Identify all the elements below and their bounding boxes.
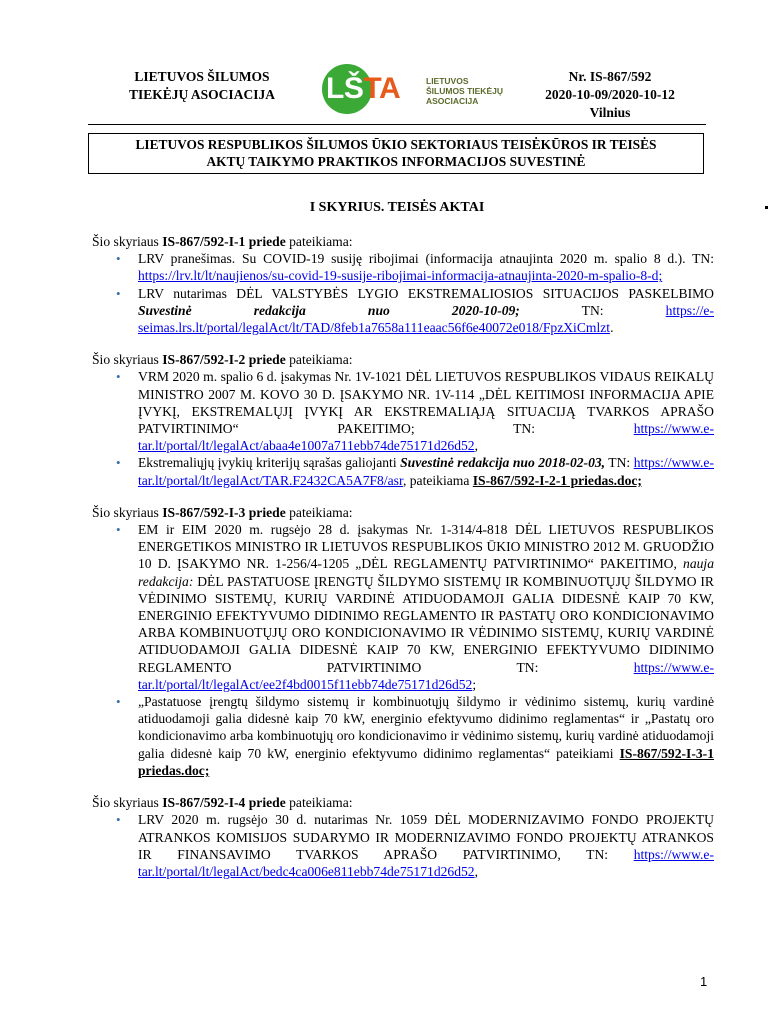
item-text: EM ir EIM 2020 m. rugsėjo 28 d. įsakymas Nr. 1-314/4-818 DĖL LIETUVOS RESPUBLIKOS ENERGETIKOS MINISTRO IR LIETUVOS RESPUBLIKOS ŪKIO MINISTRO 2012 M. GRUODŽIO 10 D. ĮSAKYMO NR. 1-256/4-1205 „DĖL REGLAMENTŲ PATVIRTINIMO“ PAKEITIMO, [138, 522, 714, 572]
item-text: LRV pranešimas. Su COVID-19 susiję ribojimai (informacija atnaujinta 2020 m. spalio 8 d.). TN: [138, 251, 714, 267]
section-intro [92, 233, 714, 250]
item-text: Ekstremaliųjų įvykių kriterijų sąrašas galiojanti [138, 455, 401, 471]
item-link[interactable]: https://www.e-tar.lt/portal/lt/legalAct/abaa4e1007a711ebb74de75171d26d52 [138, 421, 714, 454]
section-intro-suffix: pateikiama: [285, 234, 353, 249]
document-body [92, 233, 714, 895]
section-intro-suffix: pateikiama: [285, 795, 353, 811]
item-text: , pateikiama [402, 472, 473, 488]
section-i-1 [92, 233, 714, 336]
organization-name-line1: LIETUVOS ŠILUMOS [134, 69, 270, 84]
bullet-icon: • [116, 694, 121, 710]
document-title-line2: AKTŲ TAIKYMO PRAKTIKOS INFORMACIJOS SUVESTINĖ [206, 154, 586, 169]
page-number: 1 [700, 974, 708, 989]
bullet-icon: • [116, 285, 121, 301]
logo-subtitle-line1: LIETUVOS [426, 76, 469, 86]
item-note: nauja redakcija: [138, 556, 714, 589]
item-edition: Suvestinė redakcija nuo 2018-02-03, [400, 455, 606, 471]
bullet-icon: • [116, 812, 121, 828]
item-text: DĖL PASTATUOSE ĮRENGTŲ ŠILDYMO SISTEMŲ IR KOMBINUOTŲJŲ ŠILDYMO IR VĖDINIMO SISTEMŲ, KURIŲ VARDINĖ ATIDUODAMOJI GALIA DIDESNĖ KAIP 70 KW, ENERGINIO EFEKTYVUMO DIDINIMO REGLAMENTO IR PASTATŲ ORO KONDICIONAVIMO ARBA KOMBINUOTŲJŲ ORO KONDICIONAVIMO IR VĖDINIMO SISTEMŲ, KURIŲ VARDINĖ ATIDUODAMOJI GALIA DIDESNĖ KAIP 70 KW, ENERGINIO EFEKTYVUMO DIDINIMO REGLAMENTO PATVIRTINIMO TN: [138, 573, 714, 675]
item-text: TN: [519, 302, 666, 318]
section-annex-ref: IS-867/592-I-1 priede [162, 234, 286, 249]
list-item [92, 693, 714, 779]
section-list [92, 521, 714, 779]
list-item [92, 521, 714, 693]
section-intro-text: Šio skyriaus [92, 795, 163, 811]
organization-name [104, 68, 300, 104]
logo-wordmark-main: LŠ [326, 72, 364, 105]
section-i-4 [92, 794, 714, 880]
chapter-heading: I SKYRIUS. TEISĖS AKTAI [309, 200, 485, 215]
organization-name-line2: TIEKĖJŲ ASOCIACIJA [129, 87, 275, 102]
logo-wordmark [326, 72, 400, 106]
item-punct: , [474, 438, 479, 454]
section-annex-ref: IS-867/592-I-2 priede [162, 352, 286, 368]
section-list [92, 368, 714, 488]
bullet-icon: • [116, 369, 121, 385]
item-text: „Pastatuose įrengtų šildymo sistemų ir kombinuotųjų šildymo ir vėdinimo sistemų, kurių vardinė atiduodamoji galia didesnė kaip 70 kW, energinio efektyvumo didinimo reglamentas“ ir „Pastatų oro kondicionavimo arba kombinuotųjų oro kondicionavimo ir vėdinimo sistemų, kurių vardinė atiduodamoji galia didesnė kaip 70 kW, energinio efektyvumo didinimo reglamentas“ pateikiami [138, 694, 714, 761]
section-annex-ref: IS-867/592-I-4 priede [162, 795, 286, 811]
list-item [92, 811, 714, 880]
list-item [92, 250, 714, 284]
section-intro-suffix: pateikiama: [285, 504, 353, 520]
document-title-line1: LIETUVOS RESPUBLIKOS ŠILUMOS ŪKIO SEKTORIAUS TEISĖKŪROS IR TEISĖS [135, 137, 657, 152]
item-edition: Suvestinė redakcija nuo 2020-10-09; [138, 302, 520, 318]
document-number: Nr. IS-867/592 [568, 69, 652, 84]
list-item [92, 368, 714, 454]
section-intro-text: Šio skyriaus [92, 504, 163, 520]
section-intro-suffix: pateikiama: [285, 352, 353, 368]
section-intro [92, 351, 714, 368]
document-city: Vilnius [589, 105, 631, 120]
section-intro-text: Šio skyriaus [92, 352, 163, 368]
section-intro [92, 504, 714, 521]
item-link[interactable]: https://lrv.lt/lt/naujienos/su-covid-19-susije-ribojimai-informacija-atnaujinta-2020-m-spalio-8-d; [138, 268, 663, 284]
section-i-3 [92, 504, 714, 779]
logo-wordmark-accent: TA [363, 72, 401, 105]
section-list [92, 250, 714, 336]
item-text: VRM 2020 m. spalio 6 d. įsakymas Nr. 1V-1021 DĖL LIETUVOS RESPUBLIKOS VIDAUS REIKALŲ MINISTRO 2007 M. KOVO 30 D. ĮSAKYMO NR. 1V-114 „DĖL KEITIMOSI INFORMACIJA APIE ĮVYKĮ, EKSTREMALŲJĮ ĮVYKĮ AR EKSTREMALIĄJĄ SITUACIJĄ TVARKOS APRAŠO PATVIRTINIMO“ PAKEITIMO; TN: [138, 369, 714, 437]
bullet-icon: • [116, 251, 121, 267]
bullet-icon: • [116, 455, 121, 471]
lsta-logo [322, 64, 512, 116]
section-i-2 [92, 351, 714, 489]
item-punct: ; [472, 676, 477, 692]
item-link[interactable]: https://www.e-tar.lt/portal/lt/legalAct/ee2f4bd0015f11ebb74de75171d26d52 [138, 659, 714, 692]
annex-file-link[interactable]: IS-867/592-I-3-1 priedas.doc; [138, 745, 714, 778]
header-divider [88, 124, 706, 125]
item-text: LRV nutarimas DĖL VALSTYBĖS LYGIO EKSTREMALIOSIOS SITUACIJOS PASKELBIMO [138, 285, 714, 301]
document-title [88, 133, 704, 174]
item-link[interactable]: https://e-seimas.lrs.lt/portal/legalAct/lt/TAD/8feb1a7658a111eaac56f6e40072e018/FpzXiCmlzt [138, 302, 714, 336]
item-punct: , [474, 863, 479, 879]
annex-file-link[interactable]: IS-867/592-I-2-1 priedas.doc; [472, 472, 642, 488]
list-item [92, 285, 714, 337]
item-text: TN: [605, 455, 634, 471]
bullet-icon: • [116, 522, 121, 538]
document-dates: 2020-10-09/2020-10-12 [545, 87, 675, 102]
logo-subtitle-line3: ASOCIACIJA [426, 96, 479, 106]
section-intro [92, 794, 714, 811]
logo-subtitle [426, 76, 503, 106]
list-item [92, 454, 714, 488]
document-meta [520, 68, 700, 122]
logo-subtitle-line2: ŠILUMOS TIEKĖJŲ [426, 86, 503, 96]
margin-mark [765, 206, 768, 209]
section-list [92, 811, 714, 880]
item-text: LRV 2020 m. rugsėjo 30 d. nutarimas Nr. 1059 DĖL MODERNIZAVIMO FONDO PROJEKTŲ ATRANKOS KOMISIJOS SUDARYMO IR MODERNIZAVIMO FONDO PROJEKTŲ ATRANKOS IR FINANSAVIMO TVARKOS APRAŠO PATVIRTINIMO, TN: [138, 812, 714, 862]
item-link[interactable]: https://www.e-tar.lt/portal/lt/legalAct/TAR.F2432CA5A7F8/asr [138, 455, 714, 488]
section-annex-ref: IS-867/592-I-3 priede [162, 504, 286, 520]
item-link[interactable]: https://www.e-tar.lt/portal/lt/legalAct/bedc4ca006e811ebb74de75171d26d52 [138, 846, 714, 879]
item-punct: . [610, 320, 614, 336]
section-intro-text: Šio skyriaus [92, 234, 163, 249]
